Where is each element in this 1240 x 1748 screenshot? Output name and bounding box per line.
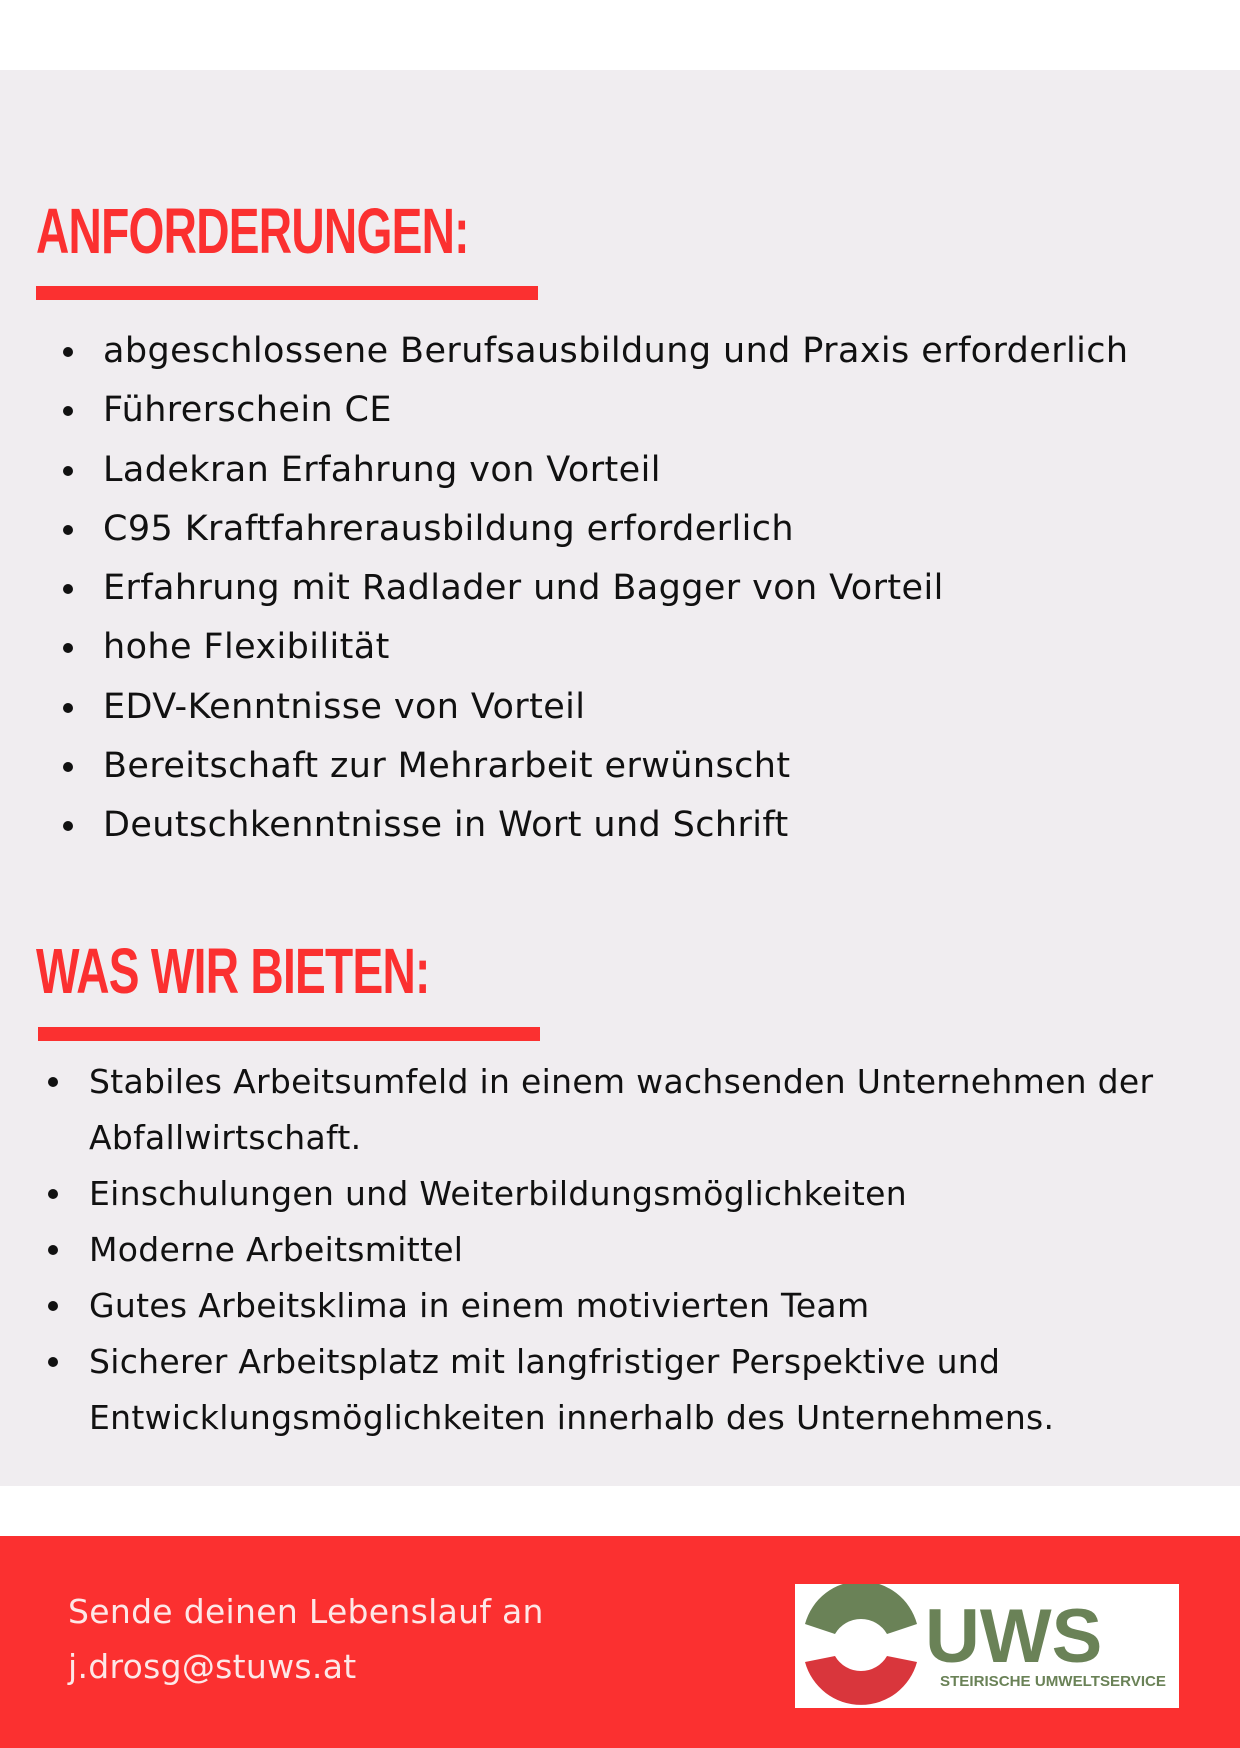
logo-arc-top-icon: [805, 1584, 917, 1634]
requirements-list: [103, 322, 1128, 856]
offers-heading: WAS WIR BIETEN:: [36, 935, 430, 1007]
content-panel: [0, 70, 1240, 1486]
list-item: EDV-Kenntnisse von Vorteil: [103, 678, 1128, 737]
contact-email[interactable]: j.drosg@stuws.at: [68, 1647, 357, 1686]
requirements-heading: ANFORDERUNGEN:: [36, 195, 469, 267]
uws-logo-icon: [795, 1584, 1179, 1708]
company-logo: [795, 1584, 1179, 1708]
list-item: Einschulungen und Weiterbildungsmöglichkeiten: [89, 1166, 1169, 1222]
list-item: Führerschein CE: [103, 381, 1128, 440]
list-item: hohe Flexibilität: [103, 618, 1128, 677]
list-item: Ladekran Erfahrung von Vorteil: [103, 441, 1128, 500]
offers-heading-underline: [38, 1027, 540, 1041]
footer: [0, 1536, 1240, 1748]
requirements-heading-underline: [36, 286, 538, 300]
list-item: Gutes Arbeitsklima in einem motivierten Team: [89, 1278, 1169, 1334]
list-item: Moderne Arbeitsmittel: [89, 1222, 1169, 1278]
list-item: C95 Kraftfahrerausbildung erforderlich: [103, 500, 1128, 559]
list-item: abgeschlossene Berufsausbildung und Praxis erforderlich: [103, 322, 1128, 381]
list-item: Sicherer Arbeitsplatz mit langfristiger Perspektive und Entwicklungsmöglichkeiten innerhalb des Unternehmens.: [89, 1334, 1169, 1446]
list-item: Deutschkenntnisse in Wort und Schrift: [103, 796, 1128, 855]
offers-list: [89, 1054, 1169, 1446]
contact-text: [68, 1584, 544, 1694]
contact-line: Sende deinen Lebenslauf an: [68, 1592, 544, 1631]
logo-tagline: STEIRISCHE UMWELTSERVICE: [940, 1673, 1166, 1690]
list-item: Erfahrung mit Radlader und Bagger von Vorteil: [103, 559, 1128, 618]
logo-arc-bottom-icon: [805, 1656, 917, 1705]
list-item: Stabiles Arbeitsumfeld in einem wachsenden Unternehmen der Abfallwirtschaft.: [89, 1054, 1169, 1166]
list-item: Bereitschaft zur Mehrarbeit erwünscht: [103, 737, 1128, 796]
logo-wordmark: UWS: [925, 1594, 1103, 1679]
